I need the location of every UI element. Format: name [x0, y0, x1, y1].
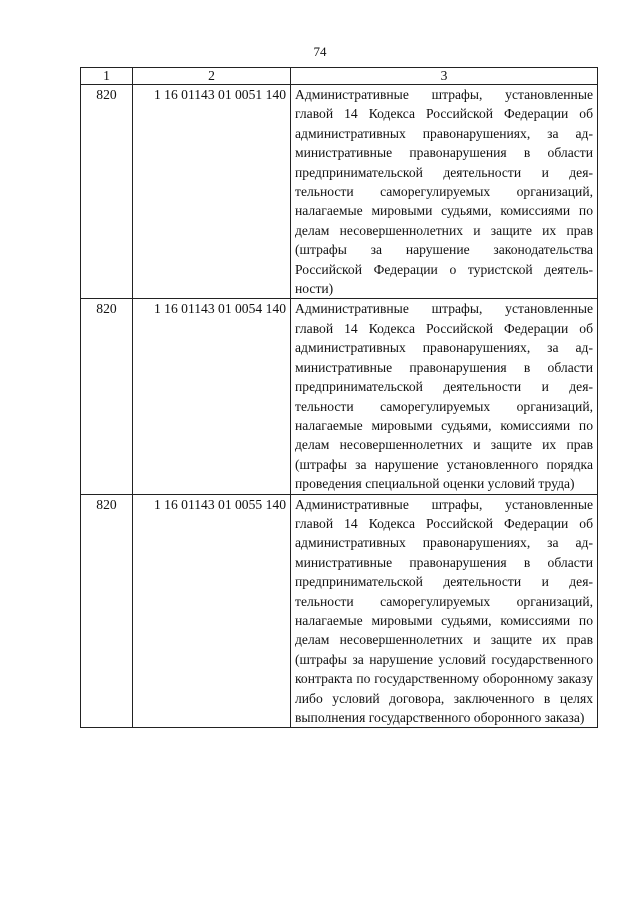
kbk-code-cell: 1 16 01143 01 0051 140 [133, 85, 291, 299]
column-header-2: 2 [133, 68, 291, 85]
column-header-3: 3 [291, 68, 598, 85]
admin-code-cell: 820 [81, 299, 133, 494]
description-cell: Административные штрафы, установленные главой 14 Кодекса Российской Федерации об административных правонарушениях, за административные правонарушения в области предпринимательской деятельности и деятельности саморегулируемых организаций, налагаемые мировыми судьями, комиссиями по делам несовершеннолетних и защите их прав (штрафы за нарушение условий государственного контракта по государственному оборонному заказу либо условий договора, заключенного в целях выполнения государственного оборонного заказа) [291, 494, 598, 728]
table-row [81, 494, 598, 728]
kbk-code-cell: 1 16 01143 01 0054 140 [133, 299, 291, 494]
description-cell: Административные штрафы, установленные главой 14 Кодекса Российской Федерации об административных правонарушениях, за административные правонарушения в области предпринимательской деятельности и деятельности саморегулируемых организаций, налагаемые мировыми судьями, комиссиями по делам несовершеннолетних и защите их прав (штрафы за нарушение законодательства Российской Федерации о туристской деятельности) [291, 85, 598, 299]
kbk-code-cell: 1 16 01143 01 0055 140 [133, 494, 291, 728]
admin-code-cell: 820 [81, 85, 133, 299]
table-header-row [81, 68, 598, 85]
column-header-1: 1 [81, 68, 133, 85]
fines-table [80, 67, 598, 728]
description-cell: Административные штрафы, установленные главой 14 Кодекса Российской Федерации об административных правонарушениях, за административные правонарушения в области предпринимательской деятельности и деятельности саморегулируемых организаций, налагаемые мировыми судьями, комиссиями по делам несовершеннолетних и защите их прав (штрафы за нарушение установленного порядка проведения специальной оценки условий труда) [291, 299, 598, 494]
page-number: 74 [313, 44, 327, 59]
admin-code-cell: 820 [81, 494, 133, 728]
table-row [81, 85, 598, 299]
table-row [81, 299, 598, 494]
